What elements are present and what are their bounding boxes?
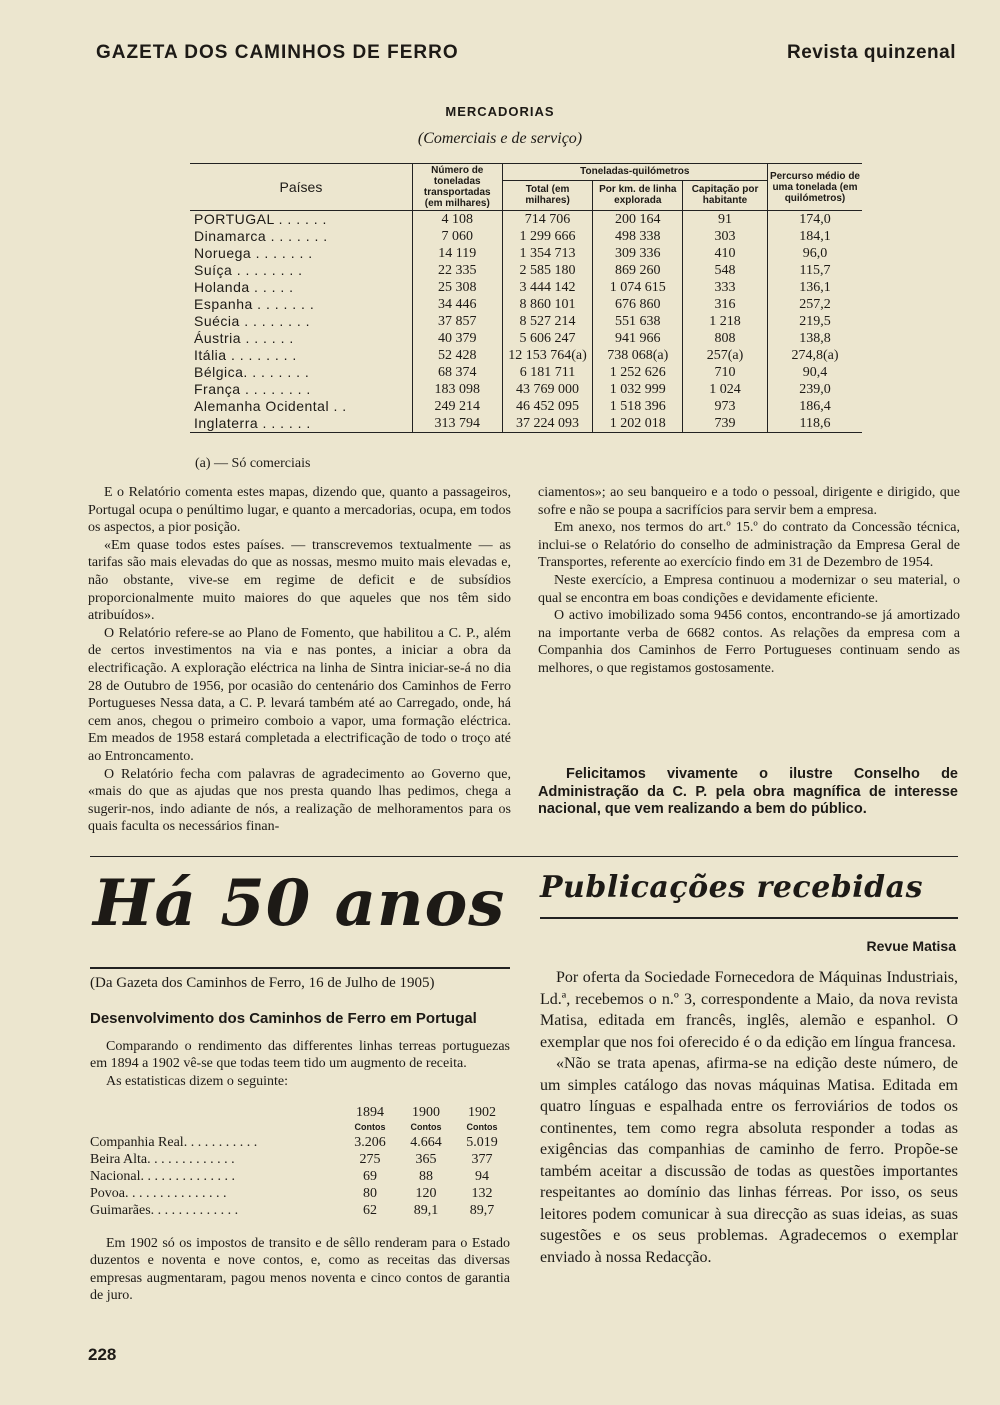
- table-row: [190, 330, 862, 347]
- cell-value: 89,7: [469, 1203, 495, 1218]
- cell-perc: 274,8(a): [767, 347, 862, 364]
- paragraph: As estatisticas dizem o seguinte:: [106, 1073, 288, 1089]
- cell-perc: 138,8: [767, 330, 862, 347]
- col-header-total: Total (em milhares): [502, 180, 593, 210]
- ha50-intro: [90, 1038, 510, 1090]
- ha-50-anos-banner: Há 50 anos: [93, 866, 506, 941]
- cell-cap: 316: [683, 296, 768, 313]
- cell-ton: 52 428: [412, 347, 502, 364]
- cell-value: 94: [475, 1169, 489, 1184]
- cell-cap: 1 218: [683, 313, 768, 330]
- cell-total: 43 769 000: [502, 381, 593, 398]
- cell-value: 132: [471, 1186, 493, 1201]
- cell-km: 941 966: [593, 330, 683, 347]
- cell-cap: 333: [683, 279, 768, 296]
- receitas-table: [90, 1104, 510, 1219]
- table-row: [190, 262, 862, 279]
- cell-pais: Inglaterra . . . . . .: [194, 415, 311, 431]
- cell-value: 89,1: [413, 1203, 439, 1218]
- cell-pais: Bélgica. . . . . . . .: [194, 364, 310, 380]
- cell-km: 676 860: [593, 296, 683, 313]
- cell-cap: 303: [683, 228, 768, 245]
- cell-value: 275: [359, 1152, 381, 1167]
- cell-perc: 118,6: [767, 415, 862, 433]
- paragraph: Por oferta da Sociedade Fornecedora de Máquinas Industriais, Ld.ª, recebemos o n.º 3, correspondente a Maio, da nova revista Matisa, editada em francês, inglês, alemão e espanhol. O exemplar que nos foi oferecido é o da edição em língua francesa.: [540, 969, 958, 1051]
- table-row: [90, 1151, 510, 1168]
- cell-total: 6 181 711: [502, 364, 593, 381]
- mercadorias-title: MERCADORIAS: [445, 104, 555, 119]
- paragraph: «Em quase todos estes países. — transcrevemos textualmente — as tarifas são mais elevadas do que as nossas, mesmo muito mais elevadas e, não obstante, vive-se em regime de deficit e de subsídios proporcionalmente muito maiores do que aqueles que nos têm sido atribuídos».: [88, 537, 511, 624]
- cell-ton: 4 108: [412, 211, 502, 229]
- cell-km: 309 336: [593, 245, 683, 262]
- cell-ton: 14 119: [412, 245, 502, 262]
- cell-km: 551 638: [593, 313, 683, 330]
- table-row: [190, 381, 862, 398]
- cell-ton: 313 794: [412, 415, 502, 433]
- unit-label: Contos: [466, 1122, 498, 1132]
- unit-label: Contos: [354, 1122, 386, 1132]
- cell-km: 1 252 626: [593, 364, 683, 381]
- cell-total: 8 860 101: [502, 296, 593, 313]
- cell-cap: 808: [683, 330, 768, 347]
- table-row: [190, 313, 862, 330]
- cell-km: 1 074 615: [593, 279, 683, 296]
- cell-ton: 25 308: [412, 279, 502, 296]
- cell-company: Companhia Real. . . . . . . . . . .: [90, 1135, 258, 1150]
- unit-label: Contos: [410, 1122, 442, 1132]
- cell-value: 4.664: [410, 1135, 442, 1150]
- cell-perc: 186,4: [767, 398, 862, 415]
- year-header: 1900: [412, 1105, 440, 1120]
- cell-cap: 1 024: [683, 381, 768, 398]
- col-header-tkm: Toneladas-quilómetros: [502, 164, 767, 181]
- cell-km: 200 164: [593, 211, 683, 229]
- cell-cap: 91: [683, 211, 768, 229]
- mercadorias-table: [190, 163, 862, 433]
- cell-perc: 115,7: [767, 262, 862, 279]
- year-header: 1902: [468, 1105, 496, 1120]
- cell-ton: 40 379: [412, 330, 502, 347]
- table-row: [190, 398, 862, 415]
- table-row: [190, 415, 862, 433]
- cell-perc: 257,2: [767, 296, 862, 313]
- table-row: [90, 1202, 510, 1219]
- cell-perc: 174,0: [767, 211, 862, 229]
- cell-pais: Espanha . . . . . . .: [194, 296, 315, 312]
- cell-value: 120: [415, 1186, 437, 1201]
- section-divider: [90, 856, 958, 857]
- cell-perc: 184,1: [767, 228, 862, 245]
- cell-ton: 34 446: [412, 296, 502, 313]
- cell-value: 3.206: [354, 1135, 386, 1150]
- cell-km: 1 032 999: [593, 381, 683, 398]
- publicacoes-banner: Publicações recebidas: [540, 870, 923, 905]
- cell-company: Guimarães. . . . . . . . . . . . .: [90, 1203, 239, 1218]
- cell-pais: Noruega . . . . . . .: [194, 245, 313, 261]
- table-row: [90, 1185, 510, 1202]
- cell-ton: 183 098: [412, 381, 502, 398]
- table-row: [190, 296, 862, 313]
- col-header-percurso: Percurso médio de uma tonelada (em quilómetros): [767, 164, 862, 211]
- banner-underline: [90, 967, 510, 969]
- paragraph: ciamentos»; ao seu banqueiro e a todo o pessoal, dirigente e dirigido, que sofre e não se poupa a sacrifícios para servir bem a empresa.: [538, 485, 960, 518]
- ha50-heading: Desenvolvimento dos Caminhos de Ferro em Portugal: [90, 1010, 477, 1027]
- article-column-right: [538, 484, 960, 678]
- cell-total: 1 354 713: [502, 245, 593, 262]
- col-header-por-km: Por km. de linha explorada: [593, 180, 683, 210]
- cell-ton: 249 214: [412, 398, 502, 415]
- cell-pais: PORTUGAL . . . . . .: [194, 211, 327, 227]
- cell-company: Nacional. . . . . . . . . . . . . .: [90, 1169, 236, 1184]
- year-header: 1894: [356, 1105, 384, 1120]
- cell-total: 8 527 214: [502, 313, 593, 330]
- cell-company: Beira Alta. . . . . . . . . . . . .: [90, 1152, 235, 1167]
- closing-statement: Felicitamos vivamente o ilustre Conselho de Administração da C. P. pela obra magnífica de interesse nacional, que vem realizando a bem do público.: [538, 766, 958, 818]
- publicacoes-subhead: Revue Matisa: [866, 938, 956, 954]
- cell-total: 3 444 142: [502, 279, 593, 296]
- cell-total: 37 224 093: [502, 415, 593, 433]
- journal-frequency: Revista quinzenal: [787, 42, 956, 63]
- cell-value: 377: [471, 1152, 493, 1167]
- paragraph: E o Relatório comenta estes mapas, dizendo que, quanto a passageiros, Portugal ocupa o penúltimo lugar, e quanto a mercadorias, ocupa, em todos os aspectos, a pior posição.: [88, 485, 511, 536]
- cell-cap: 548: [683, 262, 768, 279]
- cell-value: 80: [363, 1186, 377, 1201]
- banner-underline: [540, 917, 958, 919]
- cell-pais: Holanda . . . . .: [194, 279, 294, 295]
- cell-value: 69: [363, 1169, 377, 1184]
- cell-cap: 973: [683, 398, 768, 415]
- cell-pais: França . . . . . . . .: [194, 381, 311, 397]
- cell-total: 46 452 095: [502, 398, 593, 415]
- paragraph: O activo imobilizado soma 9456 contos, encontrando-se já amortizado na importante verba de 6682 contos. As relações da empresa com a Companhia dos Caminhos de Ferro Portugueses continuam sendo as melhores, o que registamos gostosamente.: [538, 608, 960, 676]
- cell-perc: 90,4: [767, 364, 862, 381]
- col-header-capitacao: Capitação por habitante: [683, 180, 768, 210]
- cell-pais: Áustria . . . . . .: [194, 330, 294, 346]
- cell-total: 1 299 666: [502, 228, 593, 245]
- table-row: [190, 279, 862, 296]
- cell-cap: 410: [683, 245, 768, 262]
- ha50-outro: [90, 1235, 510, 1305]
- paragraph: Em 1902 só os impostos de transito e de sêllo renderam para o Estado duzentos e noventa e nove contos, e, como as receitas das diversas empresas augmentaram, pagou menos noventa e cinco contos de garantia de juro.: [90, 1236, 510, 1304]
- cell-km: 738 068(a): [593, 347, 683, 364]
- cell-km: 498 338: [593, 228, 683, 245]
- cell-total: 5 606 247: [502, 330, 593, 347]
- cell-cap: 710: [683, 364, 768, 381]
- publicacoes-column: [540, 967, 958, 1268]
- cell-pais: Alemanha Ocidental . .: [194, 398, 347, 414]
- paragraph: Neste exercício, a Empresa continuou a modernizar o seu material, o qual se encontra em boas condições e devidamente eficiente.: [538, 572, 960, 606]
- paragraph: O Relatório refere-se ao Plano de Fomento, que habilitou a C. P., além de certos investimentos na via e nas pontes, a iniciar a obra da electrificação. A exploração eléctrica na linha de Sintra iniciar-se-á no dia 28 de Outubro de 1956, por ocasião do centenário dos Caminhos de Ferro Portugueses Nessa data, a C. P. levará também até ao Carregado, onde, há cem anos, chegou o primeiro comboio a vapor, uma formação eléctrica. Em meados de 1958 estará completada a electrificação de todo o troço até ao Entroncamento.: [88, 625, 511, 764]
- cell-perc: 96,0: [767, 245, 862, 262]
- paragraph: Em anexo, nos termos do art.º 15.º do contrato da Concessão técnica, inclui-se o Relatório do conselho de administração da Empresa Geral de Transportes, referente ao exercício findo em 31 de Dezembro de 1954.: [538, 520, 960, 571]
- cell-ton: 37 857: [412, 313, 502, 330]
- cell-ton: 22 335: [412, 262, 502, 279]
- cell-perc: 239,0: [767, 381, 862, 398]
- cell-perc: 219,5: [767, 313, 862, 330]
- cell-pais: Suécia . . . . . . . .: [194, 313, 311, 329]
- cell-value: 62: [363, 1203, 377, 1218]
- table-row: [190, 347, 862, 364]
- cell-km: 1 518 396: [593, 398, 683, 415]
- cell-total: 12 153 764(a): [502, 347, 593, 364]
- ha50-source-line: (Da Gazeta dos Caminhos de Ferro, 16 de Julho de 1905): [90, 975, 435, 991]
- table-row: [190, 228, 862, 245]
- table-row: [90, 1134, 510, 1151]
- cell-perc: 136,1: [767, 279, 862, 296]
- mercadorias-subtitle: (Comerciais e de serviço): [417, 130, 583, 147]
- table-row: [90, 1168, 510, 1185]
- cell-total: 714 706: [502, 211, 593, 229]
- table-row: [190, 245, 862, 262]
- article-column-left: [88, 484, 511, 836]
- table-row: [190, 211, 862, 229]
- cell-pais: Suíça . . . . . . . .: [194, 262, 303, 278]
- cell-value: 365: [415, 1152, 437, 1167]
- cell-ton: 7 060: [412, 228, 502, 245]
- cell-company: Povoa. . . . . . . . . . . . . . .: [90, 1186, 227, 1201]
- cell-pais: Dinamarca . . . . . . .: [194, 228, 328, 244]
- cell-value: 5.019: [466, 1135, 498, 1150]
- paragraph: «Não se trata apenas, afirma-se na edição deste número, de um simples catálogo das novas máquinas Matisa. Editada em quatro línguas e espalhada entre os ferroviários de todos os continentes, tem como regra absoluta responder a todas as exigências das companhias de caminho de ferro. Propõe-se também aceitar a discussão de todas as questões importantes respeitantes ao domínio das linhas férreas. Por isso, os seus leitores podem comunicar à sua direcção as suas ideias, as suas sugestões e os seus problemas. Agradecemos o exemplar enviado à nossa Redacção.: [540, 1055, 958, 1266]
- table-footnote: (a) — Só comerciais: [195, 456, 311, 471]
- journal-title: GAZETA DOS CAMINHOS DE FERRO: [96, 42, 459, 63]
- cell-ton: 68 374: [412, 364, 502, 381]
- paragraph: O Relatório fecha com palavras de agradecimento ao Governo que, «mais do que as ajudas que nos presta quando lhas pedimos, chega a sugerir-nos, indo adiante de nós, a realização de melhoramentos para os quais faculta os necessários finan-: [88, 766, 511, 835]
- cell-total: 2 585 180: [502, 262, 593, 279]
- cell-value: 88: [419, 1169, 433, 1184]
- cell-km: 1 202 018: [593, 415, 683, 433]
- paragraph: Comparando o rendimento das differentes linhas terreas portuguezas em 1894 a 1902 vê-se que todas teem tido um augmento de receita.: [90, 1039, 510, 1072]
- cell-cap: 739: [683, 415, 768, 433]
- cell-pais: Itália . . . . . . . .: [194, 347, 297, 363]
- page-number: 228: [88, 1345, 117, 1364]
- table-row: [190, 364, 862, 381]
- col-header-numero: Número de toneladas transportadas (em milhares): [412, 164, 502, 211]
- cell-cap: 257(a): [683, 347, 768, 364]
- col-header-paises: Países: [190, 164, 412, 211]
- cell-km: 869 260: [593, 262, 683, 279]
